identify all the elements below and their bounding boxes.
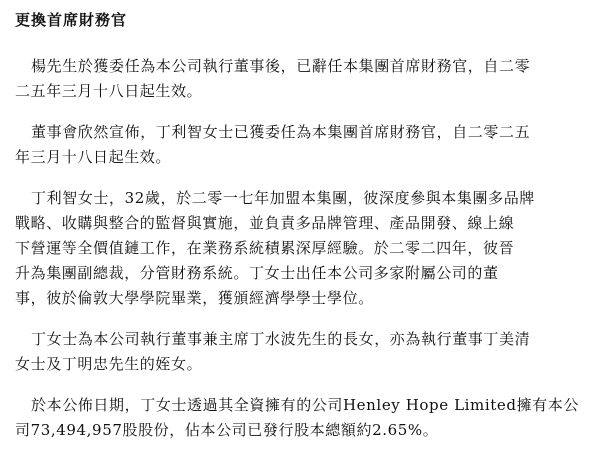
paragraph-3-line-2: 戰略、收購與整合的監督與實施，並負責多品牌管理、產品開發、線上線 xyxy=(15,214,515,232)
paragraph-3-line-5: 事，彼於倫敦大學學院畢業，獲頒經濟學學士學位。 xyxy=(15,289,374,307)
paragraph-1-line-1: 楊先生於獲委任為本公司執行董事後，已辭任本集團首席財務官，自二零 xyxy=(31,57,531,75)
paragraph-4-line-2: 女士及丁明忠先生的姪女。 xyxy=(15,355,203,373)
paragraph-5-line-1: 於本公佈日期，丁女士透過其全資擁有的公司Henley Hope Limited擁有本公 xyxy=(31,396,579,414)
paragraph-3-line-3: 下營運等全價值鏈工作，在業務系統積累深厚經驗。於二零二四年，彼晉 xyxy=(15,239,515,257)
paragraph-4-line-1: 丁女士為本公司執行董事兼主席丁水波先生的長女，亦為執行董事丁美清 xyxy=(31,330,531,348)
paragraph-5-line-2: 司73,494,957股股份，佔本公司已發行股本總額約2.65%。 xyxy=(15,421,439,439)
paragraph-2-line-2: 年三月十八日起生效。 xyxy=(15,148,172,166)
paragraph-2-line-1: 董事會欣然宣佈，丁利智女士已獲委任為本集團首席財務官，自二零二五 xyxy=(31,123,531,141)
paragraph-3-line-1: 丁利智女士，32歲，於二零一七年加盟本集團，彼深度參與本集團多品牌 xyxy=(31,189,535,207)
paragraph-1-line-2: 二五年三月十八日起生效。 xyxy=(15,82,203,100)
paragraph-3-line-4: 升為集團副總裁，分管財務系統。丁女士出任本公司多家附屬公司的董 xyxy=(15,264,499,282)
section-heading: 更換首席財務官 xyxy=(15,11,128,29)
